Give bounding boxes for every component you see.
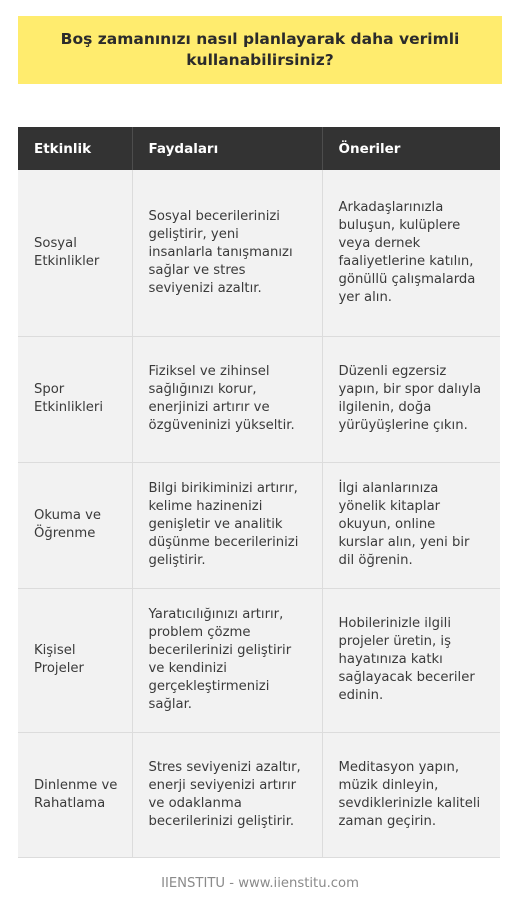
cell-suggestions: İlgi alanlarınıza yönelik kitaplar okuyun, online kurslar alın, yeni bir dil öğrenin. [322, 462, 500, 588]
cell-suggestions: Hobilerinizle ilgili projeler üretin, iş hayatınıza katkı sağlayacak beceriler edinin. [322, 588, 500, 732]
column-header-benefits: Faydaları [132, 127, 322, 170]
cell-suggestions: Meditasyon yapın, müzik dinleyin, sevdiklerinizle kaliteli zaman geçirin. [322, 732, 500, 857]
table-row [18, 462, 500, 588]
cell-suggestions: Arkadaşlarınızla buluşun, kulüplere veya dernek faaliyetlerine katılın, gönüllü çalışmalarda yer alın. [322, 170, 500, 336]
cell-suggestions: Düzenli egzersiz yapın, bir spor dalıyla ilgilenin, doğa yürüyüşlerine çıkın. [322, 336, 500, 462]
cell-benefits: Bilgi birikiminizi artırır, kelime hazinenizi genişletir ve analitik düşünme becerilerinizi geliştirir. [132, 462, 322, 588]
page-title: Boş zamanınızı nasıl planlayarak daha verimli kullanabilirsiniz? [60, 30, 460, 69]
cell-benefits: Stres seviyenizi azaltır, enerji seviyenizi artırır ve odaklanma becerilerinizi geliştirir. [132, 732, 322, 857]
cell-activity: Spor Etkinlikleri [18, 336, 132, 462]
activities-table [18, 127, 500, 858]
table-header-row [18, 127, 500, 170]
column-header-activity: Etkinlik [18, 127, 132, 170]
table-row [18, 170, 500, 336]
table-row [18, 732, 500, 857]
cell-activity: Kişisel Projeler [18, 588, 132, 732]
cell-activity: Sosyal Etkinlikler [18, 170, 132, 336]
cell-benefits: Yaratıcılığınızı artırır, problem çözme becerilerinizi geliştirir ve kendinizi gerçekleştirmenizi sağlar. [132, 588, 322, 732]
cell-benefits: Fiziksel ve zihinsel sağlığınızı korur, enerjinizi artırır ve özgüveninizi yükseltir. [132, 336, 322, 462]
table-row [18, 588, 500, 732]
title-banner [18, 16, 502, 84]
footer-credit: IIENSTITU - www.iienstitu.com [161, 876, 359, 891]
table-row [18, 336, 500, 462]
cell-activity: Okuma ve Öğrenme [18, 462, 132, 588]
column-header-suggestions: Öneriler [322, 127, 500, 170]
cell-activity: Dinlenme ve Rahatlama [18, 732, 132, 857]
cell-benefits: Sosyal becerilerinizi geliştirir, yeni insanlarla tanışmanızı sağlar ve stres seviyenizi azaltır. [132, 170, 322, 336]
